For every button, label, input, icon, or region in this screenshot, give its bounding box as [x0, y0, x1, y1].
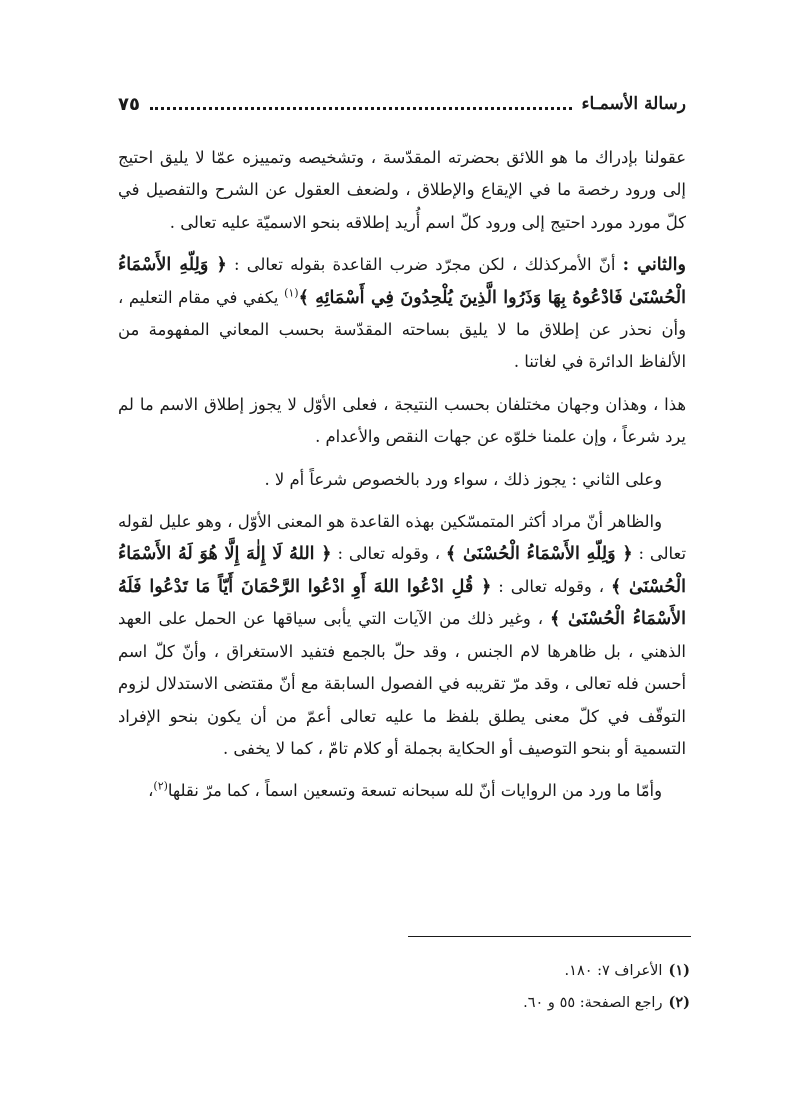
paragraph-1: عقولنا بإدراك ما هو اللائق بحضرته المقدّسة ، وتشخيصه وتمييزه عمّا لا يليق احتيج إلى ورود رخصة ما في الإيقاع والإطلاق ، ولضعف العقول عن الشرح والتفصيل في كلّ مورد مورد احتيج إلى ورود كلّ اسم أُريد إطلاقه بنحو الاسميّة عليه تعالى . [118, 148, 686, 232]
paragraph-5 [118, 506, 686, 765]
paragraph-3: هذا ، وهذان وجهان مختلفان بحسب النتيجة ، فعلى الأوّل لا يجوز إطلاق الاسم ما لم يرد شرعاً ، وإن علمنا خلوّه عن جهات النقص والأعدام . [118, 394, 686, 447]
paragraph-text: ، وقوله تعالى : [331, 544, 446, 564]
paragraph-4: وعلى الثاني : يجوز ذلك ، سواء ورد بالخصوص شرعاً أم لا . [264, 469, 662, 489]
dotted-leader [150, 107, 572, 110]
quran-verse: ﴿ قُلِ ادْعُوا اللهَ أَوِ ادْعُوا الرَّحْمَانَ أَيّاً مَا تَدْعُوا فَلَهُ الأَسْمَاءُ الْحُسْنَىٰ ﴾ [118, 576, 686, 630]
footnote-ref: (٢) [153, 779, 168, 793]
footnote-number: (٢) [668, 994, 690, 1011]
page-header [118, 88, 686, 120]
footnote-text: الأعراف ٧: ١٨٠. [564, 963, 663, 979]
footnote-text: راجع الصفحة: ٥٥ و ٦٠. [523, 995, 663, 1011]
footnote-2 [300, 987, 690, 1019]
footnote-1 [300, 955, 690, 987]
paragraph-6 [118, 775, 686, 807]
paragraph-text: يكفي في مقام التعليم ، وأن نحذر عن إطلاق ما لا يليق بساحته المقدّسة بحسب المعاني المفهومة من الألفاظ الدائرة في لغاتنا . [118, 287, 686, 372]
quran-verse: ﴿ وَلِلّهِ الأَسْمَاءُ الْحُسْنَىٰ ﴾ [445, 544, 633, 565]
paragraph-text: وأمّا ما ورد من الروايات أنّ لله سبحانه تسعة وتسعين اسماً ، كما مرّ نقلها [167, 781, 662, 801]
paragraph-text: ، وقوله تعالى : [491, 576, 611, 596]
quran-verse: ﴿ اللهُ لَا إِلٰهَ إِلَّا هُوَ لَهُ الأَسْمَاءُ الْحُسْنَىٰ ﴾ [118, 544, 686, 597]
footnote-divider [408, 936, 691, 937]
running-title: رسالة الأسمـاء [581, 94, 686, 114]
footnotes [300, 955, 690, 1019]
page-number: ٧٥ [118, 93, 140, 115]
footnote-ref: (١) [284, 286, 299, 300]
paragraph-text: ، [148, 781, 154, 801]
paragraph-text: والظاهر أنّ مراد أكثر المتمسّكين بهذه القاعدة هو المعنى الأوّل ، وهو عليل لقوله تعالى : [118, 512, 687, 564]
paragraph-2 [118, 249, 686, 379]
body-text [118, 142, 686, 818]
paragraph-text: ، وغير ذلك من الآيات التي يأبى سياقها عن الحمل على العهد الذهني ، بل ظاهرها لام الجنس ، وقد حلّ بالجمع فتفيد الاستغراق ، وأنّ كلّ اسم أحسن فله تعالى ، وقد مرّ تقريبه في الفصول السابقة مع أنّ مقتضى الاستدلال لزوم التوقّف في كلّ معنى يطلق بلفظ ما عليه تعالى أعمّ من أن يكون بنحو الإفراد التسمية أو بنحو التوصيف أو الحكاية بجملة أو كلام تامّ ، كما لا يخفى . [118, 609, 686, 758]
paragraph-text: أنّ الأمركذلك ، لكن مجرّد ضرب القاعدة بقوله تعالى : [226, 255, 623, 275]
paragraph-lead: والثاني : [622, 255, 686, 276]
quran-verse: ﴿ وَلِلّهِ الأَسْمَاءُ الْحُسْنَىٰ فَادْعُوهُ بِهَا وَذَرُوا الَّذِينَ يُلْحِدُونَ فِي أَسْمَائِهِ ﴾ [118, 255, 686, 308]
footnote-number: (١) [668, 962, 690, 979]
